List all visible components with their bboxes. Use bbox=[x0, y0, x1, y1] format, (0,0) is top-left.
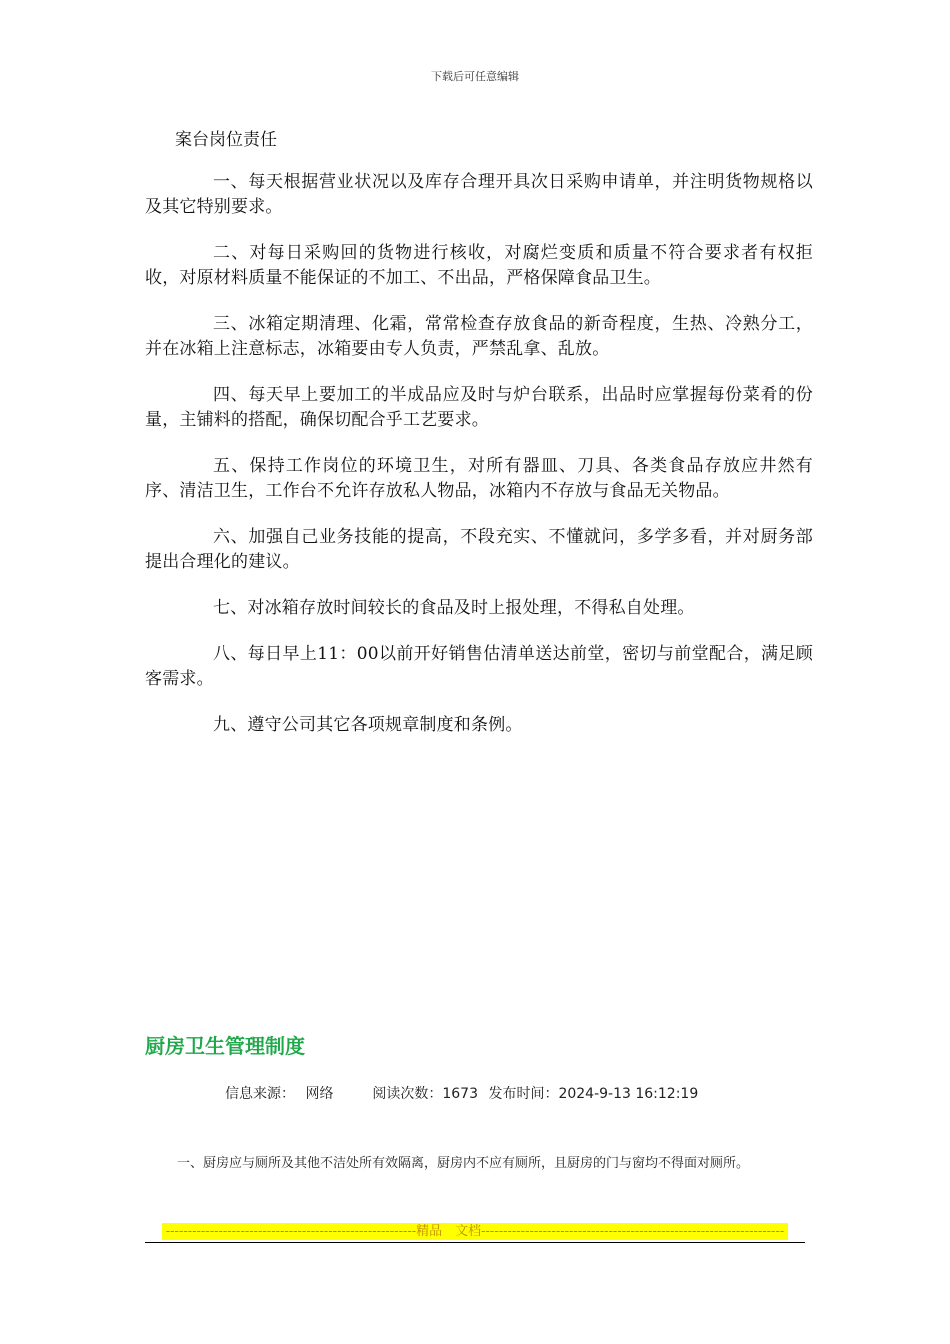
paragraph-2: 二、对每日采购回的货物进行核收，对腐烂变质和质量不符合要求者有权拒收，对原材料质量不能保证的不加工、不出品，严格保障食品卫生。 bbox=[145, 243, 813, 288]
paragraph-5: 五、保持工作岗位的环境卫生，对所有器皿、刀具、各类食品存放应井然有序、清洁卫生，工作台不允许存放私人物品，冰箱内不存放与食品无关物品。 bbox=[145, 456, 813, 501]
footer-banner: ---------------------------------------------------------精品 文档--------------------------------------------------------------------- bbox=[162, 1223, 788, 1240]
paragraph-4: 四、每天早上要加工的半成品应及时与炉台联系，出品时应掌握每份菜肴的份量，主铺料的搭配，确保切配合乎工艺要求。 bbox=[145, 385, 813, 430]
paragraph-6: 六、加强自己业务技能的提高，不段充实、不懂就问，多学多看，并对厨务部提出合理化的建议。 bbox=[145, 527, 813, 572]
published-value: 2024-9-13 16:12:19 bbox=[558, 1086, 699, 1102]
responsibility-list bbox=[145, 170, 813, 759]
document-title: 案台岗位责任 bbox=[175, 130, 277, 150]
paragraph-1: 一、每天根据营业状况以及库存合理开具次日采购申请单，并注明货物规格以及其它特别要求。 bbox=[145, 172, 813, 217]
paragraph-7: 七、对冰箱存放时间较长的食品及时上报处理，不得私自处理。 bbox=[213, 598, 695, 618]
article-paragraph-1: 一、厨房应与厕所及其他不洁处所有效隔离，厨房内不应有厕所，且厨房的门与窗均不得面对厕所。 bbox=[177, 1156, 750, 1171]
reads-label: 阅读次数： bbox=[372, 1086, 443, 1102]
reads-value: 1673 bbox=[442, 1086, 478, 1102]
header-note: 下载后可任意编辑 bbox=[431, 70, 519, 83]
paragraph-3: 三、冰箱定期清理、化霜，常常检查存放食品的新奇程度，生热、冷熟分工，并在冰箱上注意标志，冰箱要由专人负责，严禁乱拿、乱放。 bbox=[145, 314, 813, 359]
published-label: 发布时间： bbox=[488, 1086, 559, 1102]
article-meta bbox=[225, 1083, 704, 1103]
paragraph-9: 九、遵守公司其它各项规章制度和条例。 bbox=[213, 715, 523, 735]
article-title: 厨房卫生管理制度 bbox=[145, 1034, 305, 1058]
paragraph-8: 八、每日早上11：00以前开好销售估清单送达前堂，密切与前堂配合，满足顾客需求。 bbox=[145, 644, 813, 689]
source-value: 网络 bbox=[305, 1086, 334, 1102]
footer-divider bbox=[145, 1242, 805, 1243]
source-label: 信息来源： bbox=[225, 1086, 295, 1102]
